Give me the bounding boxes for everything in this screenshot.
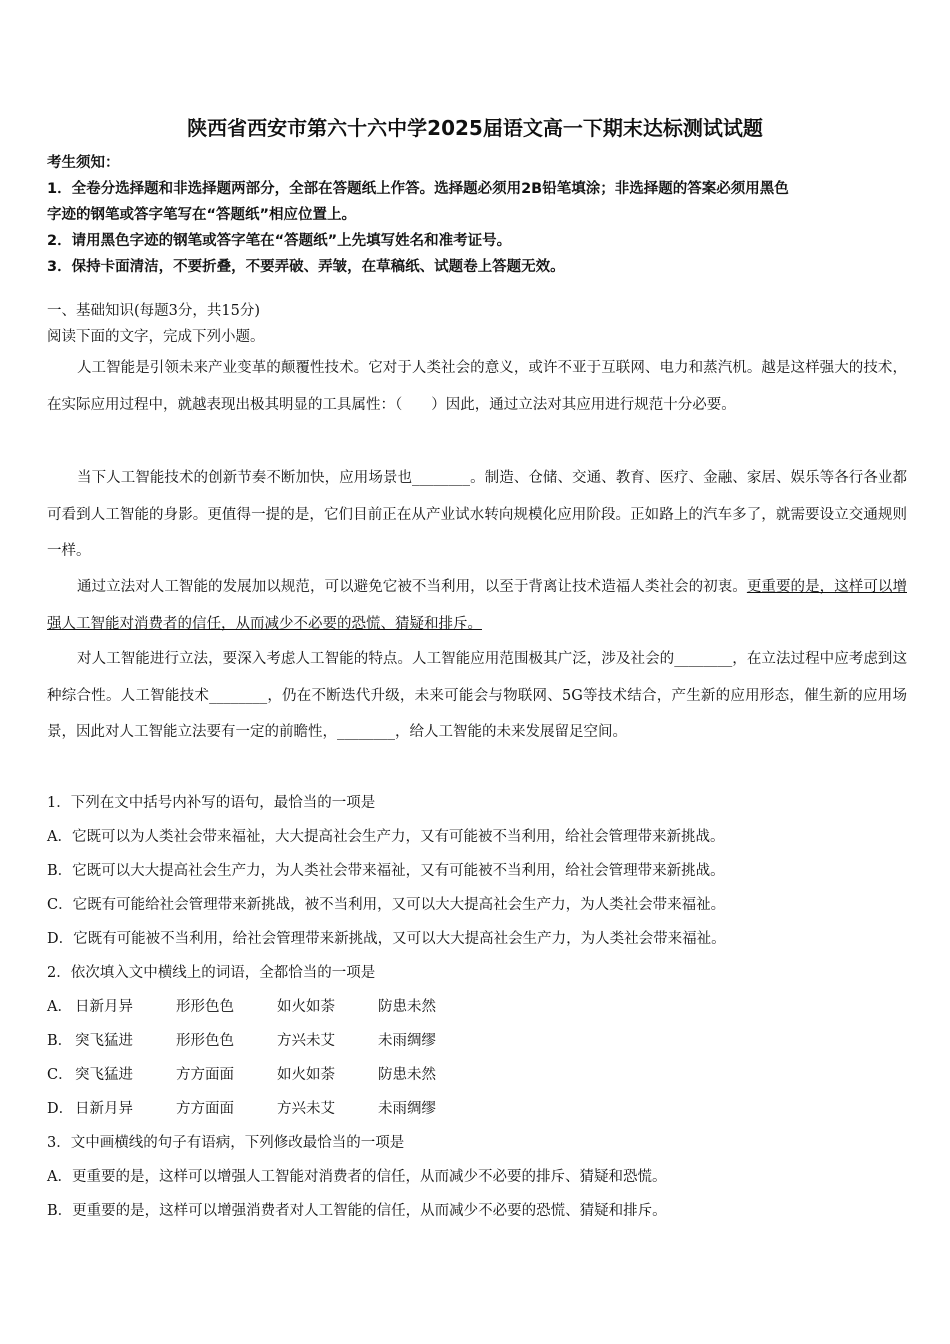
notice-item: 1．全卷分选择题和非选择题两部分，全部在答题纸上作答。选择题必须用2B铅笔填涂；非选择题的答案必须用黑色 [47,181,789,197]
question-stem: 2．依次填入文中横线上的词语，全都恰当的一项是 [47,965,376,981]
option-word: 如火如荼 [277,999,335,1015]
option-word: 方兴未艾 [277,1101,335,1117]
option-word: 形形色色 [176,999,234,1015]
option-label: A． [47,999,72,1015]
option-word: 方方面面 [176,1067,234,1083]
option-c: C．它既有可能给社会管理带来新挑战，被不当利用，又可以大大提高社会生产力，为人类社会带来福祉。 [47,897,726,913]
underlined-sentence: 更重要的是，这样可以增强人工智能对消费者的信任，从而减少不必要的恐慌、猜疑和排斥。 [47,579,907,632]
option-word: 突飞猛进 [75,1033,133,1049]
passage-paragraph-4: 对人工智能进行立法，要深入考虑人工智能的特点。人工智能应用范围极其广泛，涉及社会的________，在立法过程中应考虑到这种综合性。人工智能技术________，仍在不断迭代升级，未来可能会与物联网、5G等技术结合，产生新的应用形态，催生新的应用场景，因此对人工智能立法要有一定的前瞻性，________，给人工智能的未来发展留足空间。 [47,651,907,740]
option-label: C． [47,1067,73,1083]
option-word: 未雨绸缪 [378,1033,436,1049]
option-a [47,990,907,1024]
passage-text: 通过立法对人工智能的发展加以规范，可以避免它被不当利用，以至于背离让技术造福人类社会的初衷。 [77,579,747,595]
questions [47,786,907,1228]
section-header [47,298,907,350]
option-word: 防患未然 [378,999,436,1015]
section-instruction: 阅读下面的文字，完成下列小题。 [47,329,265,345]
section-heading: 一、基础知识(每题3分，共15分) [47,303,260,319]
passage-paragraph-2: 当下人工智能技术的创新节奏不断加快，应用场景也________。制造、仓储、交通、教育、医疗、金融、家居、娱乐等各行各业都可看到人工智能的身影。更值得一提的是，它们目前正在从产业试水转向规模化应用阶段。正如路上的汽车多了，就需要设立交通规则一样。 [47,470,907,559]
option-a: A．更重要的是，这样可以增强人工智能对消费者的信任，从而减少不必要的排斥、猜疑和恐慌。 [47,1169,667,1185]
passage-paragraph-1: 人工智能是引领未来产业变革的颠覆性技术。它对于人类社会的意义，或许不亚于互联网、电力和蒸汽机。越是这样强大的技术，在实际应用过程中，就越表现出极其明显的工具属性：（ ）因此，通过立法对其应用进行规范十分必要。 [47,360,907,413]
notice-item: 字迹的钢笔或答字笔写在“答题纸”相应位置上。 [47,207,357,223]
option-word: 方方面面 [176,1101,234,1117]
option-word: 方兴未艾 [277,1033,335,1049]
notice-item: 2．请用黑色字迹的钢笔或答字笔在“答题纸”上先填写姓名和准考证号。 [47,233,512,249]
option-c [47,1058,907,1092]
option-word: 如火如荼 [277,1067,335,1083]
passage-paragraph-3 [47,569,907,642]
question-stem: 3．文中画横线的句子有语病，下列修改最恰当的一项是 [47,1135,405,1151]
option-a: A．它既可以为人类社会带来福祉，大大提高社会生产力，又有可能被不当利用，给社会管理带来新挑战。 [47,829,725,845]
option-word: 防患未然 [378,1067,436,1083]
exam-notice [47,150,907,280]
option-label: B． [47,1033,73,1049]
question-stem: 1．下列在文中括号内补写的语句，最恰当的一项是 [47,795,376,811]
option-word: 突飞猛进 [75,1067,133,1083]
option-label: D． [47,1101,74,1117]
page-title: 陕西省西安市第六十六中学2025届语文高一下期末达标测试试题 [187,116,763,140]
option-b: B．更重要的是，这样可以增强消费者对人工智能的信任，从而减少不必要的恐慌、猜疑和排斥。 [47,1203,667,1219]
option-b [47,1024,907,1058]
option-word: 形形色色 [176,1033,234,1049]
notice-item: 3．保持卡面清洁，不要折叠，不要弄破、弄皱，在草稿纸、试题卷上答题无效。 [47,259,565,275]
option-d [47,1092,907,1126]
option-word: 日新月异 [75,999,133,1015]
option-d: D．它既有可能被不当利用，给社会管理带来新挑战，又可以大大提高社会生产力，为人类社会带来福祉。 [47,931,726,947]
option-b: B．它既可以大大提高社会生产力，为人类社会带来福祉，又有可能被不当利用，给社会管理带来新挑战。 [47,863,725,879]
option-word: 未雨绸缪 [378,1101,436,1117]
notice-heading: 考生须知： [47,155,120,171]
option-word: 日新月异 [75,1101,133,1117]
